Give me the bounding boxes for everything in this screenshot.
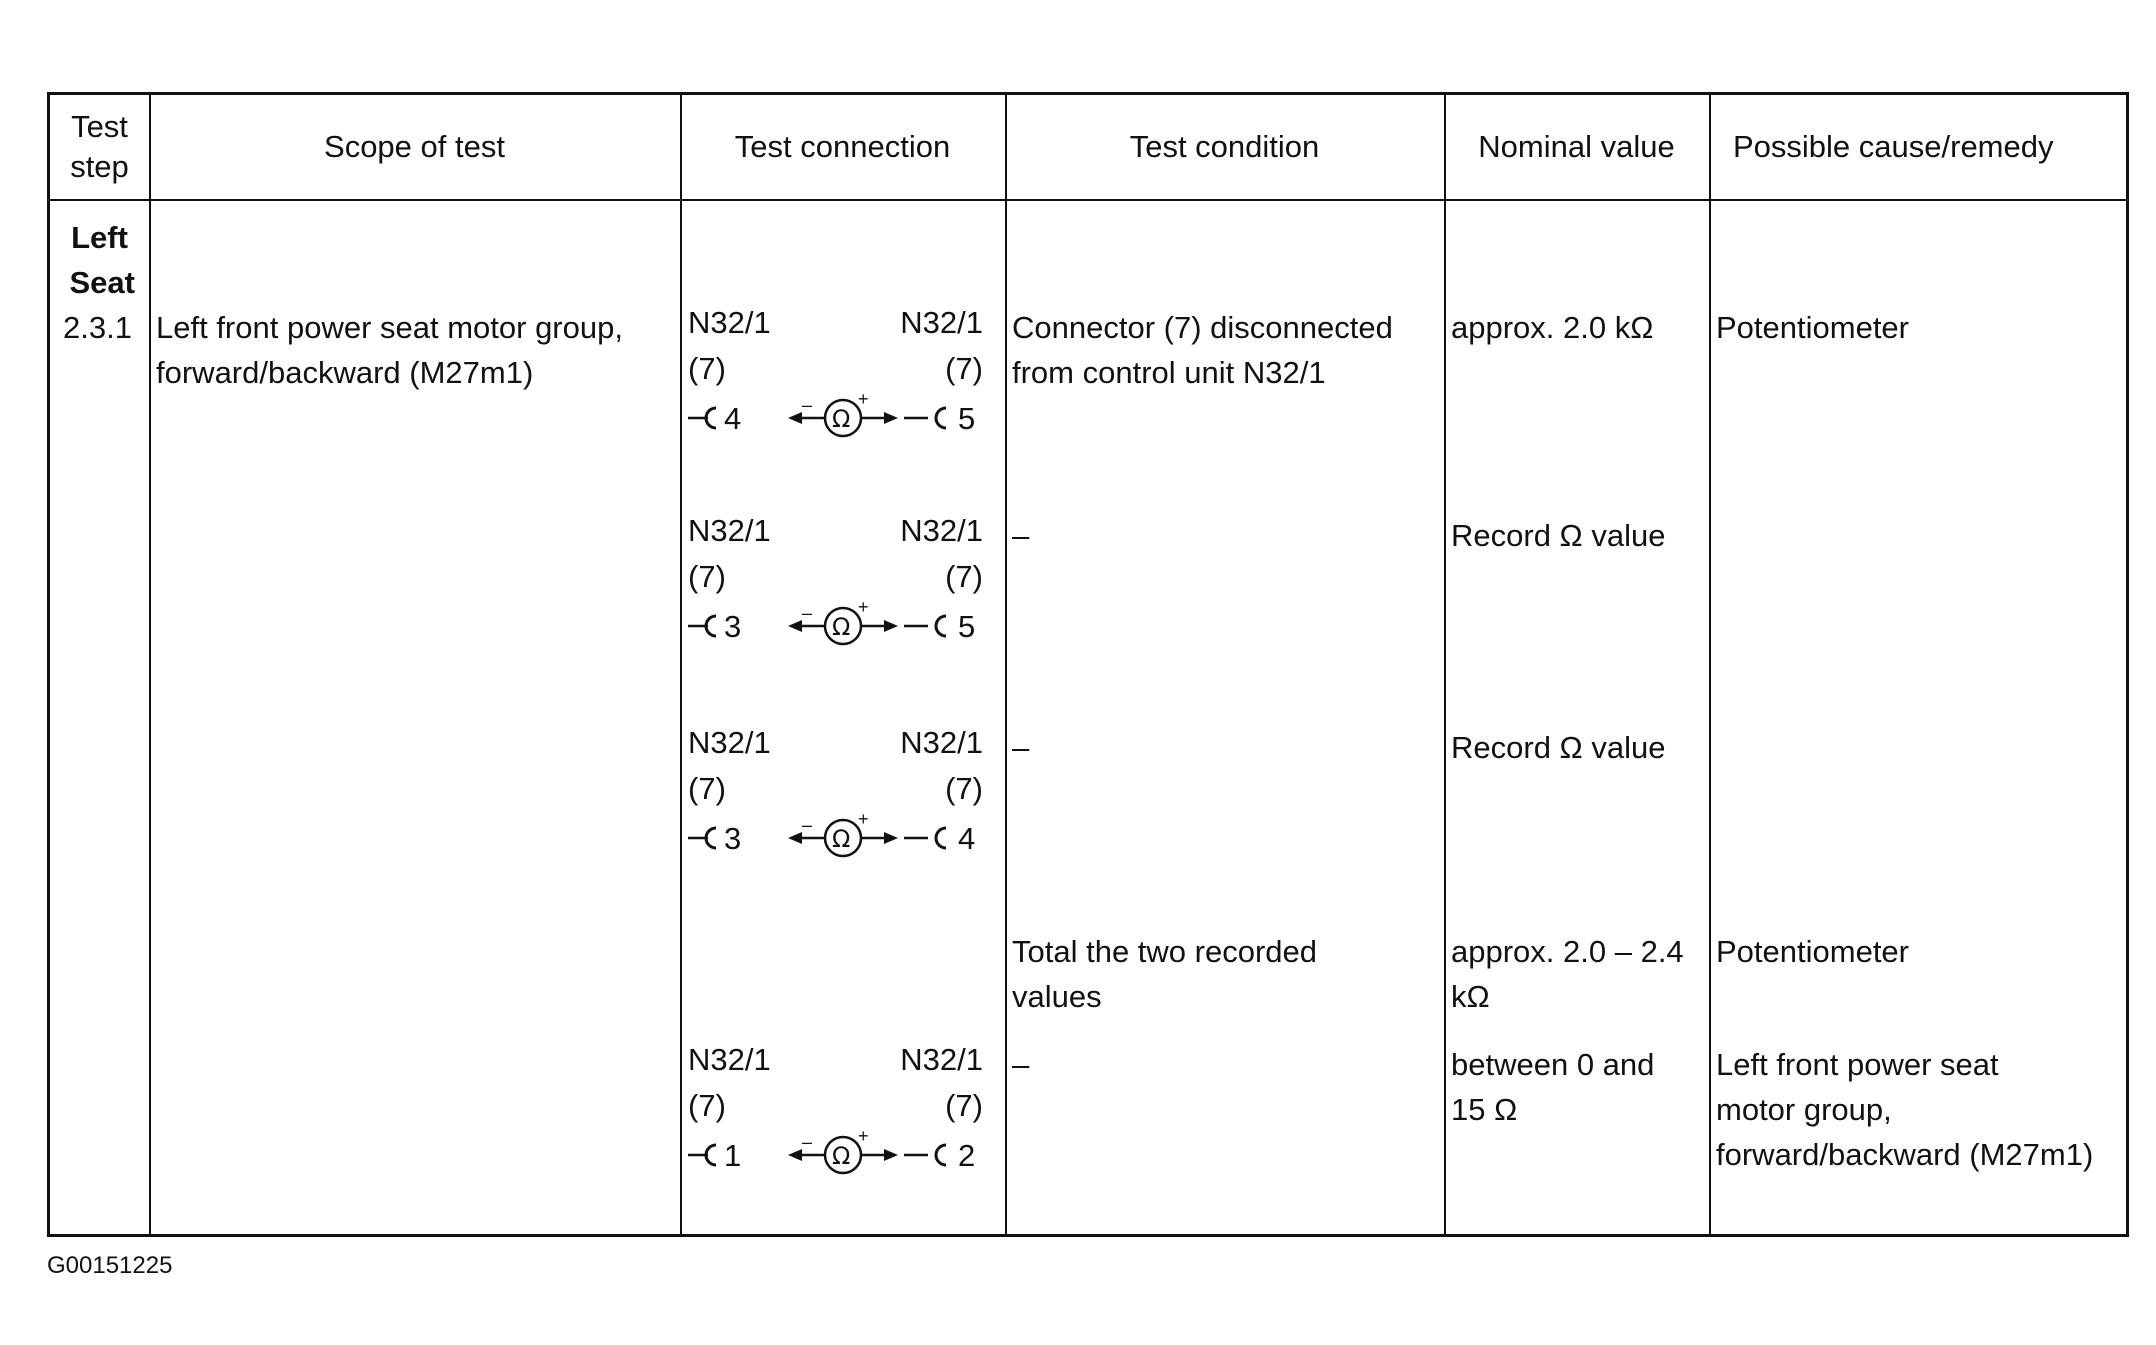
nominal-value	[1451, 725, 1665, 770]
minus-sign: –	[802, 815, 813, 835]
test-condition	[1012, 305, 1393, 395]
connection-right-unit: N32/1	[900, 513, 983, 548]
nominal-value-line: 15 Ω	[1451, 1092, 1518, 1127]
test-condition-line: –	[1012, 730, 1030, 765]
connection-left-connector: (7)	[688, 559, 726, 594]
test-connection	[688, 725, 983, 865]
header-condition: Test condition	[1129, 129, 1320, 164]
connection-right-unit: N32/1	[900, 1042, 983, 1077]
connection-left-unit: N32/1	[688, 1042, 771, 1077]
column-divider	[1444, 95, 1446, 1234]
connection-right-connector: (7)	[945, 771, 983, 806]
header-cause: Possible cause/remedy	[1733, 129, 2054, 164]
right-pin-number: 4	[958, 821, 976, 856]
nominal-value-line: between 0 and	[1451, 1047, 1655, 1082]
scope-line: Left front power seat motor group,	[156, 310, 623, 345]
minus-sign: –	[802, 603, 813, 623]
possible-cause	[1716, 1042, 2093, 1177]
possible-cause-line: motor group,	[1716, 1092, 1892, 1127]
column-divider	[680, 95, 682, 1234]
test-connection	[688, 305, 983, 445]
column-divider	[149, 95, 151, 1234]
left-pin-number: 1	[724, 1138, 742, 1173]
minus-sign: –	[802, 1132, 813, 1152]
right-pin-number: 5	[958, 401, 976, 436]
nominal-value	[1451, 1042, 1654, 1132]
test-condition-line: Total the two recorded	[1012, 934, 1318, 969]
nominal-value-line: approx. 2.0 kΩ	[1451, 310, 1654, 345]
connection-right-unit: N32/1	[900, 305, 983, 340]
nominal-value	[1451, 513, 1665, 558]
possible-cause-line: Potentiometer	[1716, 310, 1909, 345]
possible-cause-line: forward/backward (M27m1)	[1716, 1137, 2094, 1172]
ohmmeter-icon	[688, 393, 983, 443]
nominal-value	[1451, 929, 1684, 1019]
ohmmeter-icon	[688, 813, 983, 863]
test-table	[47, 92, 2129, 1237]
omega-symbol: Ω	[832, 613, 851, 641]
test-condition	[1012, 725, 1029, 770]
scope-text	[156, 305, 623, 395]
test-connection	[688, 513, 983, 653]
header-nominal: Nominal value	[1478, 129, 1675, 164]
left-pin-number: 3	[724, 609, 742, 644]
column-divider	[1005, 95, 1007, 1234]
test-condition	[1012, 513, 1029, 558]
connection-left-unit: N32/1	[688, 725, 771, 760]
test-condition-line: –	[1012, 518, 1030, 553]
ohmmeter-icon	[688, 601, 983, 651]
possible-cause-line: Left front power seat	[1716, 1047, 1999, 1082]
left-pin-number: 4	[724, 401, 742, 436]
plus-sign: +	[858, 393, 869, 409]
right-pin-number: 2	[958, 1138, 976, 1173]
omega-symbol: Ω	[832, 825, 851, 853]
connection-left-connector: (7)	[688, 351, 726, 386]
connection-left-unit: N32/1	[688, 513, 771, 548]
connection-right-unit: N32/1	[900, 725, 983, 760]
connection-right-connector: (7)	[945, 1088, 983, 1123]
test-condition-line: from control unit N32/1	[1012, 355, 1326, 390]
section-label: Left Seat	[69, 220, 135, 300]
test-connection	[688, 1042, 983, 1182]
nominal-value-line: Record Ω value	[1451, 730, 1666, 765]
nominal-value-line: approx. 2.0 – 2.4	[1451, 934, 1684, 969]
test-condition	[1012, 1042, 1029, 1087]
header-test-step: Test step	[70, 109, 129, 184]
column-divider	[1709, 95, 1711, 1234]
connection-right-connector: (7)	[945, 559, 983, 594]
header-scope: Scope of test	[324, 129, 505, 164]
header-connection: Test connection	[734, 129, 951, 164]
plus-sign: +	[858, 1130, 869, 1146]
connection-left-connector: (7)	[688, 771, 726, 806]
omega-symbol: Ω	[832, 1142, 851, 1170]
connection-left-unit: N32/1	[688, 305, 771, 340]
plus-sign: +	[858, 813, 869, 829]
nominal-value-line: Record Ω value	[1451, 518, 1666, 553]
plus-sign: +	[858, 601, 869, 617]
figure-id: G00151225	[47, 1252, 173, 1279]
nominal-value	[1451, 305, 1653, 350]
omega-symbol: Ω	[832, 405, 851, 433]
minus-sign: –	[802, 395, 813, 415]
connection-left-connector: (7)	[688, 1088, 726, 1123]
header-divider	[50, 199, 2126, 201]
left-pin-number: 3	[724, 821, 742, 856]
connection-right-connector: (7)	[945, 351, 983, 386]
possible-cause-line: Potentiometer	[1716, 934, 1909, 969]
right-pin-number: 5	[958, 609, 976, 644]
possible-cause	[1716, 929, 1909, 974]
scope-line: forward/backward (M27m1)	[156, 355, 534, 390]
possible-cause	[1716, 305, 1909, 350]
test-condition-line: Connector (7) disconnected	[1012, 310, 1393, 345]
nominal-value-line: kΩ	[1451, 979, 1490, 1014]
test-condition-line: values	[1012, 979, 1102, 1014]
test-condition-line: –	[1012, 1047, 1030, 1082]
test-condition	[1012, 929, 1317, 1019]
ohmmeter-icon	[688, 1130, 983, 1180]
step-number: 2.3.1	[63, 310, 132, 345]
